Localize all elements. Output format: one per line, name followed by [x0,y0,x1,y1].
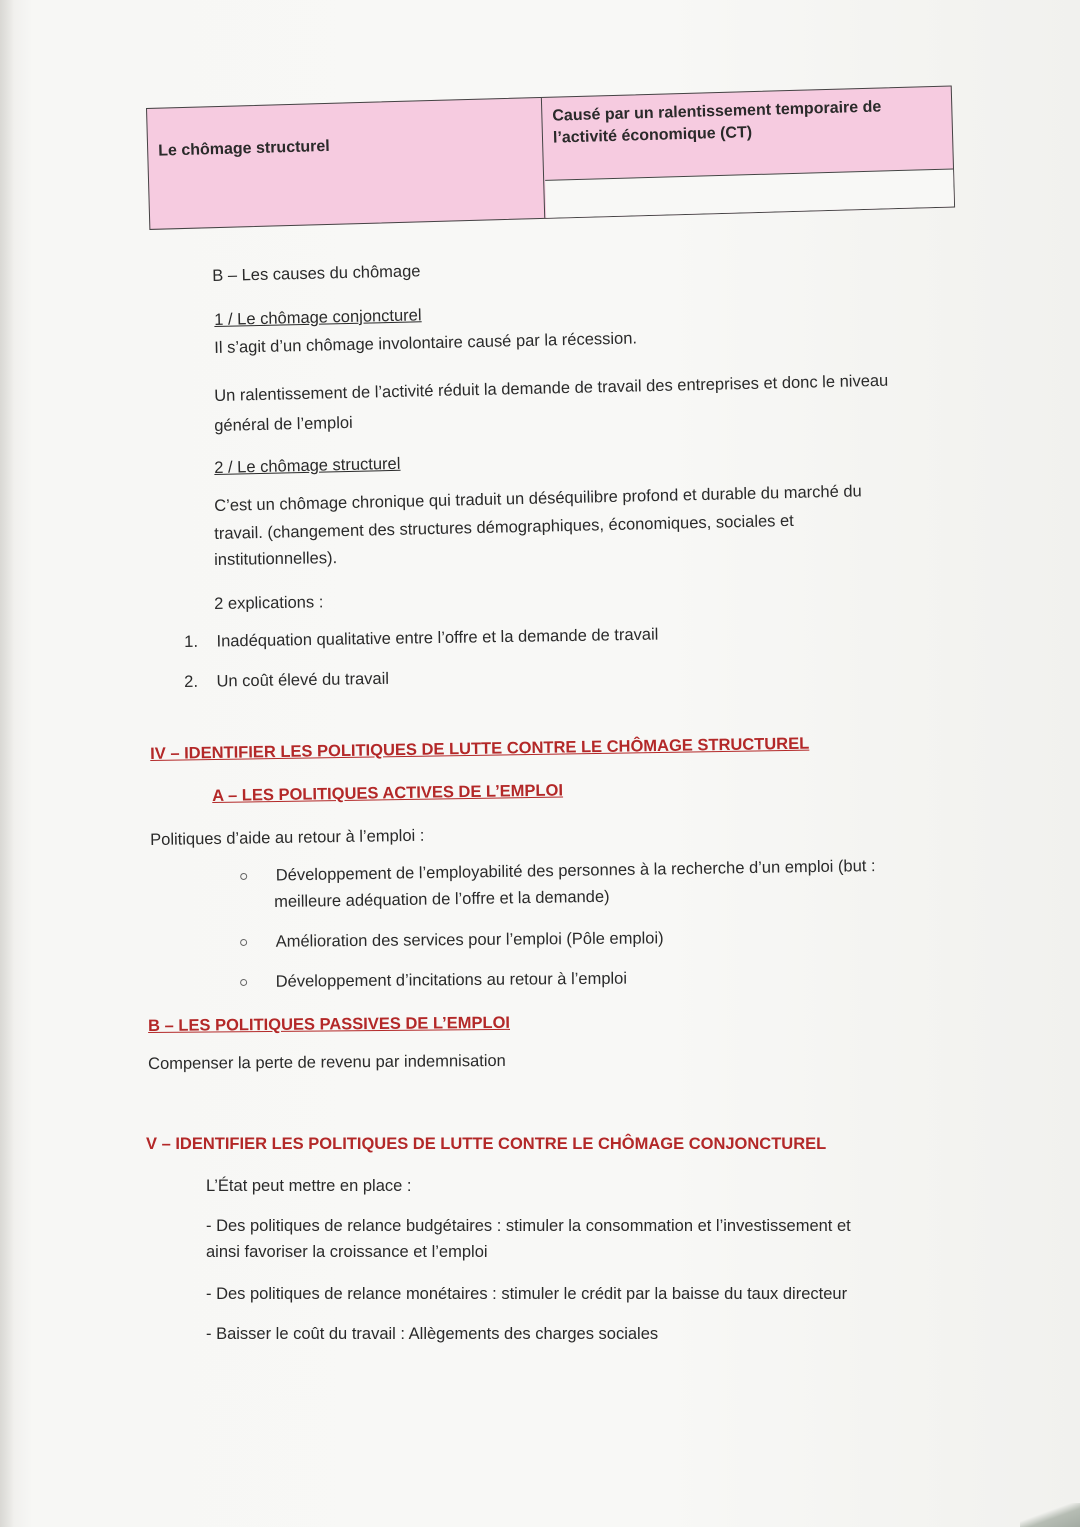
passive-policies-text: Compenser la perte de revenu par indemnisation [148,1051,506,1073]
bullet-dot-icon [240,939,247,946]
list-text: Un coût élevé du travail [216,669,390,691]
bullet-text: Développement de l’employabilité des personnes à la recherche d’un emploi (but : [275,857,876,885]
bullet-item [240,926,664,955]
conjoncturel-text-3: général de l’emploi [214,413,353,435]
bullet-text: Amélioration des services pour l’emploi (Pôle emploi) [275,929,664,951]
table-cell-left [147,98,545,229]
section-v-item-2: - Des politiques de relance monétaires : stimuler le crédit par la baisse du taux directeur [206,1285,848,1303]
structurel-text-3: institutionnelles). [214,549,338,569]
bullet-dot-icon [240,873,247,880]
structurel-text-2: travail. (changement des structures démographiques, économiques, sociales et [214,511,794,543]
active-policies-heading: A – LES POLITIQUES ACTIVES DE L’EMPLOI [212,781,564,805]
comparison-table [146,85,955,229]
section-v-heading: V – IDENTIFIER LES POLITIQUES DE LUTTE CONTRE LE CHÔMAGE CONJONCTUREL [146,1135,827,1153]
conjoncturel-text-1: Il s’agit d’un chômage involontaire causé par la récession. [214,329,638,357]
section-v-item-3: - Baisser le coût du travail : Allègements des charges sociales [206,1325,659,1343]
bullet-item [240,967,627,996]
active-policies-intro: Politiques d’aide au retour à l’emploi : [150,826,425,849]
bullet-text: Développement d’incitations au retour à l’emploi [275,969,628,991]
list-number: 1. [184,632,199,651]
table-right-line2: l’activité économique (CT) [552,124,753,148]
list-number: 2. [184,672,199,691]
structurel-heading: 2 / Le chômage structurel [214,454,401,477]
causes-heading: B – Les causes du chômage [212,262,421,285]
passive-policies-heading: B – LES POLITIQUES PASSIVES DE L’EMPLOI [148,1013,511,1035]
list-text: Inadéquation qualitative entre l’offre et la demande de travail [216,625,659,651]
table-right-line1: Causé par un ralentissement temporaire de [552,98,882,125]
bullet-item [240,854,876,890]
section-v-item-1: - Des politiques de relance budgétaires : stimuler la consommation et l’investissement et [206,1217,851,1235]
list-item [184,667,389,696]
conjoncturel-heading: 1 / Le chômage conjoncturel [214,306,422,329]
section-v-item-1-continued: ainsi favoriser la croissance et l’emploi [206,1243,488,1261]
table-left-text: Le chômage structurel [157,137,330,160]
structurel-text-1: C’est un chômage chronique qui traduit un déséquilibre profond et durable du marché du [214,482,862,515]
page-edge-shadow [0,0,14,1527]
section-v-intro: L’État peut mettre en place : [206,1177,412,1195]
explanations-label: 2 explications : [214,593,324,613]
conjoncturel-text-2: Un ralentissement de l’activité réduit la demande de travail des entreprises et donc le niveau [214,371,889,405]
list-item [184,623,659,656]
bullet-text-continued: meilleure adéquation de l’offre et la demande) [274,887,610,911]
section-iv-heading: IV – IDENTIFIER LES POLITIQUES DE LUTTE CONTRE LE CHÔMAGE STRUCTUREL [150,734,810,763]
bullet-dot-icon [240,979,247,986]
page-corner-shadow [1020,1503,1080,1527]
